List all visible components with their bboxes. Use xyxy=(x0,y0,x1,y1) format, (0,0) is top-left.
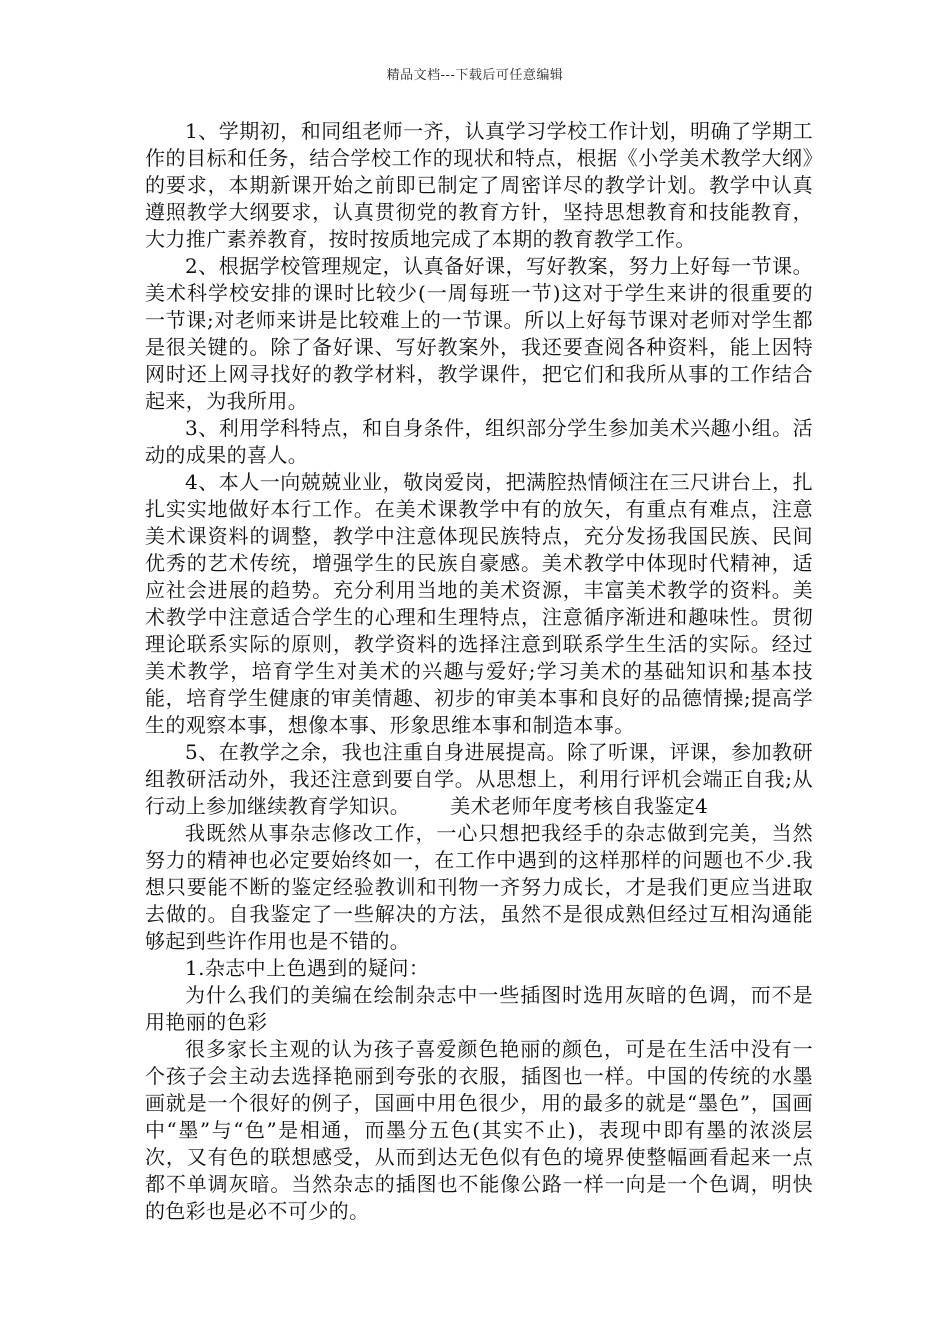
page-header: 精品文档---下载后可任意编辑 xyxy=(386,68,564,83)
paragraph-5 xyxy=(145,739,813,820)
answer-paragraph: 很多家长主观的认为孩子喜爱颜色艳丽的颜色，可是在生活中没有一个孩子会主动去选择艳丽到夸张的衣服，插图也一样。中国的传统的水墨画就是一个很好的例子，国画中用色很少，用的最多的就是“墨色”，国画中“墨”与“色”是相通，而墨分五色(其实不止)，表现中即有墨的浓淡层次，又有色的联想感受，从而到达无色似有色的境界使整幅画看起来一点都不单调灰暗。当然杂志的插图也不能像公路一样一向是一个色调，明快的色彩也是必不可少的。 xyxy=(145,1037,813,1223)
paragraph-2: 2、根据学校管理规定，认真备好课，写好教案，努力上好每一节课。美术科学校安排的课时比较少(一周每班一节)这对于学生来讲的很重要的一节课;对老师来讲是比较难上的一节课。所以上好每节课对老师对学生都是很关键的。除了备好课、写好教案外，我还要查阅各种资料，能上因特网时还上网寻找好的教学材料，教学课件，把它们和我所从事的工作结合起来，为我所用。 xyxy=(145,254,813,413)
paragraph-5-text: 5、在教学之余，我也注重自身进展提高。除了听课，评课，参加教研组教研活动外，我还注意到要自学。从思想上，利用行评机会端正自我;从行动上参加继续教育学知识。 xyxy=(145,740,813,818)
paragraph-6: 我既然从事杂志修改工作，一心只想把我经手的杂志做到完美，当然努力的精神也必定要始终如一，在工作中遇到的这样那样的问题也不少.我想只要能不断的鉴定经验教训和刊物一齐努力成长，才是我们更应当进取去做的。自我鉴定了一些解决的方法，虽然不是很成熟但经过互相沟通能够起到些许作用也是不错的。 xyxy=(145,821,813,953)
paragraph-1: 1、学期初，和同组老师一齐，认真学习学校工作计划，明确了学期工作的目标和任务，结合学校工作的现状和特点，根据《小学美术教学大纲》的要求，本期新课开始之前即已制定了周密详尽的教学计划。教学中认真遵照教学大纲要求，认真贯彻党的教育方针，坚持思想教育和技能教育，大力推广素养教育，按时按质地完成了本期的教育教学工作。 xyxy=(145,119,813,251)
section-title: 美术老师年度考核自我鉴定4 xyxy=(450,794,709,818)
subheading: 1.杂志中上色遇到的疑问： xyxy=(185,956,430,980)
paragraph-4: 4、本人一向兢兢业业，敬岗爱岗，把满腔热情倾注在三尺讲台上，扎扎实实地做好本行工作。在美术课教学中有的放矢，有重点有难点，注意美术课资料的调整，教学中注意体现民族特点，充分发扬我国民族、民间优秀的艺术传统，增强学生的民族自豪感。美术教学中体现时代精神，适应社会进展的趋势。充分利用当地的美术资源，丰富美术教学的资料。美术教学中注意适合学生的心理和生理特点，注意循序渐进和趣味性。贯彻理论联系实际的原则，教学资料的选择注意到联系学生生活的实际。经过美术教学，培育学生对美术的兴趣与爱好;学习美术的基础知识和基本技能，培育学生健康的审美情趣、初步的审美本事和良好的品德情操;提高学生的观察本事，想像本事、形象思维本事和制造本事。 xyxy=(145,470,813,737)
document-body xyxy=(145,118,813,1225)
paragraph-3: 3、利用学科特点，和自身条件，组织部分学生参加美术兴趣小组。活动的成果的喜人。 xyxy=(145,416,813,467)
question-paragraph: 为什么我们的美编在绘制杂志中一些插图时选用灰暗的色调，而不是用艳丽的色彩 xyxy=(145,983,813,1034)
